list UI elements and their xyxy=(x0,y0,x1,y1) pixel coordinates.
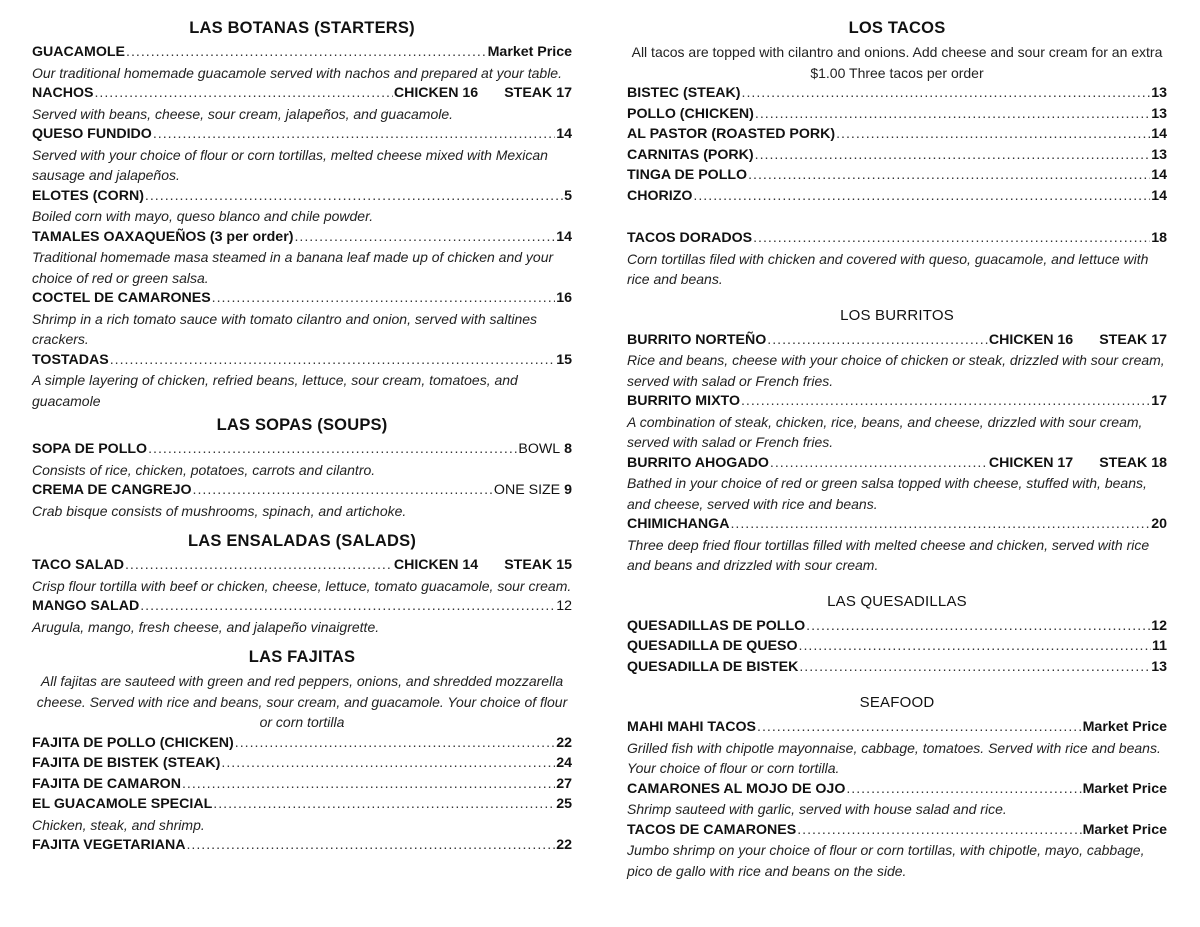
left-menu-column xyxy=(32,14,572,856)
dot-leader xyxy=(221,753,555,774)
section-title-burritos: LOS BURRITOS xyxy=(840,306,954,324)
item-name: FAJITA VEGETARIANA xyxy=(32,837,186,853)
dot-leader xyxy=(94,83,392,104)
menu-item-coctel-de-camarones xyxy=(32,288,572,309)
item-price: 12 xyxy=(1151,617,1167,634)
item-price-steak: STEAK 15 xyxy=(504,557,572,573)
item-price: Market Price xyxy=(1082,719,1167,735)
item-price: 8 xyxy=(564,441,572,457)
section-title-ensaladas: LAS ENSALADAS (SALADS) xyxy=(187,532,417,550)
item-name: CAMARONES AL MOJO DE OJO xyxy=(627,780,846,797)
dot-leader xyxy=(846,779,1081,800)
item-name: AL PASTOR (ROASTED PORK) xyxy=(627,126,836,142)
item-name: TACO SALAD xyxy=(32,557,124,573)
menu-item-mahi-mahi-tacos xyxy=(627,717,1167,738)
dot-leader xyxy=(753,228,1150,249)
item-description: Rice and beans, cheese with your choice of chicken or steak, drizzled with sour cream, served with salad or French fries. xyxy=(627,352,1165,389)
item-price: 25 xyxy=(556,796,572,812)
item-price: 16 xyxy=(556,290,572,306)
dot-leader xyxy=(235,733,555,754)
item-price-label: ONE SIZE xyxy=(493,482,561,498)
item-price: 15 xyxy=(556,351,572,368)
dot-leader xyxy=(741,391,1150,412)
item-name: CHIMICHANGA xyxy=(627,516,730,532)
menu-item-crema-de-cangrejo xyxy=(32,480,572,501)
dot-leader xyxy=(799,636,1151,657)
dot-leader xyxy=(148,439,517,460)
item-name: MAHI MAHI TACOS xyxy=(627,719,756,735)
dot-leader xyxy=(186,835,555,856)
item-description: Bathed in your choice of red or green salsa topped with cheese, stuffed with, beans, and cheese, served with rice and beans. xyxy=(627,475,1147,512)
item-description: Consists of rice, chicken, potatoes, carrots and cilantro. xyxy=(32,461,376,478)
dot-leader xyxy=(193,480,493,501)
item-price: 24 xyxy=(556,755,572,771)
item-description: Crab bisque consists of mushrooms, spinach, and artichoke. xyxy=(32,502,407,519)
section-note-fajitas: All fajitas are sauteed with green and red peppers, onions, and shredded mozzarella cheese. Served with rice and beans, sour cream, and guacamole. Your choice of flour or corn tortilla xyxy=(36,673,568,730)
item-price: Market Price xyxy=(487,44,572,60)
item-description: Corn tortillas filed with chicken and covered with queso, guacamole, and lettuce with rice and beans. xyxy=(627,250,1149,287)
item-name: BISTEC (STEAK) xyxy=(627,85,741,101)
dot-leader xyxy=(294,227,555,248)
dot-leader xyxy=(755,104,1150,125)
dot-leader xyxy=(126,42,487,63)
dot-leader xyxy=(213,794,555,815)
dot-leader xyxy=(110,350,555,371)
item-price-chicken: CHICKEN 16 xyxy=(988,331,1074,348)
menu-item-elotes xyxy=(32,186,572,207)
item-name: TOSTADAS xyxy=(32,351,109,368)
item-price-chicken: CHICKEN 17 xyxy=(988,454,1074,471)
item-description: Three deep fried flour tortillas filled with melted cheese and chicken, served with rice and beans and drizzled with sour cream. xyxy=(627,536,1150,573)
item-price: 17 xyxy=(1151,393,1167,409)
dot-leader xyxy=(212,288,556,309)
item-price: 14 xyxy=(1151,167,1167,183)
menu-item-pollo xyxy=(627,104,1167,125)
dot-leader xyxy=(742,83,1151,104)
menu-item-fajita-de-pollo xyxy=(32,733,572,754)
item-price: 22 xyxy=(556,837,572,853)
item-name: QUESADILLA DE BISTEK xyxy=(627,658,799,675)
item-description: Arugula, mango, fresh cheese, and jalapeño vinaigrette. xyxy=(32,618,380,635)
menu-item-sopa-de-pollo xyxy=(32,439,572,460)
item-name: EL GUACAMOLE SPECIAL xyxy=(32,796,213,812)
menu-item-tacos-dorados xyxy=(627,228,1167,249)
menu-item-el-guacamole-special xyxy=(32,794,572,815)
item-price: 13 xyxy=(1151,658,1167,675)
item-description: Shrimp sauteed with garlic, served with house salad and rice. xyxy=(627,801,1007,817)
menu-item-tostadas xyxy=(32,350,572,371)
item-price-label: BOWL xyxy=(518,441,561,457)
menu-item-tacos-de-camarones xyxy=(627,820,1167,841)
item-description: Chicken, steak, and shrimp. xyxy=(32,816,205,833)
right-menu-column xyxy=(627,14,1167,881)
menu-item-chorizo xyxy=(627,186,1167,207)
menu-item-al-pastor xyxy=(627,124,1167,145)
dot-leader xyxy=(757,717,1082,738)
item-name: TINGA DE POLLO xyxy=(627,167,748,183)
item-price-steak: STEAK 17 xyxy=(504,85,572,101)
menu-item-taco-salad xyxy=(32,555,572,576)
item-price-chicken: CHICKEN 16 xyxy=(393,85,479,101)
dot-leader xyxy=(145,186,563,207)
menu-item-quesadilla-de-queso xyxy=(627,636,1167,657)
item-name: QUESADILLA DE QUESO xyxy=(627,638,798,654)
item-name: CARNITAS (PORK) xyxy=(627,146,754,163)
item-price: 14 xyxy=(1151,187,1167,204)
item-description: A combination of steak, chicken, rice, beans, and cheese, drizzled with sour cream, served with salad or French fries. xyxy=(627,413,1143,450)
dot-leader xyxy=(182,774,555,795)
item-name: TACOS DE CAMARONES xyxy=(627,821,797,838)
dot-leader xyxy=(797,820,1081,841)
dot-leader xyxy=(755,145,1151,166)
item-name: QUESADILLAS DE POLLO xyxy=(627,617,806,634)
section-title-quesadillas: LAS QUESADILLAS xyxy=(827,592,967,610)
item-name: CREMA DE CANGREJO xyxy=(32,482,192,498)
section-title-sopas: LAS SOPAS (SOUPS) xyxy=(216,416,388,434)
item-name: SOPA DE POLLO xyxy=(32,441,148,457)
item-price: 14 xyxy=(1151,126,1167,142)
item-name: CHORIZO xyxy=(627,187,693,204)
menu-item-queso-fundido xyxy=(32,124,572,145)
menu-item-mango-salad xyxy=(32,596,572,617)
item-name: POLLO (CHICKEN) xyxy=(627,105,754,122)
item-name: FAJITA DE CAMARON xyxy=(32,775,181,792)
item-price: 5 xyxy=(564,187,572,204)
section-title-seafood: SEAFOOD xyxy=(859,694,935,711)
menu-item-fajita-de-bistek xyxy=(32,753,572,774)
section-title-botanas: LAS BOTANAS (STARTERS) xyxy=(189,19,415,37)
item-price: 12 xyxy=(556,598,572,614)
dot-leader xyxy=(806,616,1150,637)
menu-item-burrito-mixto xyxy=(627,391,1167,412)
dot-leader xyxy=(730,514,1150,535)
item-name: FAJITA DE BISTEK (STEAK) xyxy=(32,755,221,771)
menu-item-tamales xyxy=(32,227,572,248)
dot-leader xyxy=(153,124,555,145)
item-name: BURRITO NORTEÑO xyxy=(627,331,767,348)
item-name: QUESO FUNDIDO xyxy=(32,126,152,142)
item-description: A simple layering of chicken, refried beans, lettuce, sour cream, tomatoes, and guacamole xyxy=(32,372,518,409)
item-name: COCTEL DE CAMARONES xyxy=(32,290,211,306)
dot-leader xyxy=(140,596,555,617)
item-price: 22 xyxy=(556,734,572,751)
item-price: Market Price xyxy=(1082,780,1167,797)
item-price-chicken: CHICKEN 14 xyxy=(393,557,479,573)
item-price: 18 xyxy=(1151,230,1167,246)
section-title-tacos: LOS TACOS xyxy=(848,19,946,37)
menu-item-burrito-norteno xyxy=(627,330,1167,351)
dot-leader xyxy=(770,453,988,474)
menu-item-quesadillas-de-pollo xyxy=(627,616,1167,637)
item-price: 11 xyxy=(1152,638,1167,654)
item-description: Traditional homemade masa steamed in a banana leaf made up of chicken and your choice of red or green salsa. xyxy=(32,249,554,286)
item-description: Served with beans, cheese, sour cream, jalapeños, and guacamole. xyxy=(32,105,454,122)
menu-item-fajita-de-camaron xyxy=(32,774,572,795)
item-description: Boiled corn with mayo, queso blanco and chile powder. xyxy=(32,208,374,224)
menu-item-guacamole xyxy=(32,42,572,63)
dot-leader xyxy=(799,657,1150,678)
item-price: 13 xyxy=(1151,146,1167,163)
dot-leader xyxy=(125,555,393,576)
menu-item-carnitas xyxy=(627,145,1167,166)
menu-item-quesadilla-de-bistek xyxy=(627,657,1167,678)
item-price: 27 xyxy=(556,775,572,792)
item-description: Shrimp in a rich tomato sauce with tomato cilantro and onion, served with saltines crackers. xyxy=(32,310,538,347)
item-price: 14 xyxy=(556,126,572,142)
item-name: NACHOS xyxy=(32,85,94,101)
item-description: Jumbo shrimp on your choice of flour or corn tortillas, with chipotle, mayo, cabbage, pico de gallo with rice and beans on the side. xyxy=(627,842,1145,879)
section-title-fajitas: LAS FAJITAS xyxy=(248,648,356,666)
section-note-tacos: All tacos are topped with cilantro and onions. Add cheese and sour cream for an extra $1.00 Three tacos per order xyxy=(631,44,1163,81)
dot-leader xyxy=(836,124,1150,145)
dot-leader xyxy=(693,186,1150,207)
item-name: TACOS DORADOS xyxy=(627,230,753,246)
item-price: 9 xyxy=(564,482,572,498)
item-description: Crisp flour tortilla with beef or chicken, cheese, lettuce, tomato guacamole, sour cream. xyxy=(32,577,572,594)
item-price: 20 xyxy=(1151,516,1167,532)
dot-leader xyxy=(748,165,1150,186)
item-description: Grilled fish with chipotle mayonnaise, cabbage, tomatoes. Served with rice and beans. Your choice of flour or corn tortilla. xyxy=(627,739,1161,776)
menu-item-fajita-vegetariana xyxy=(32,835,572,856)
item-name: GUACAMOLE xyxy=(32,44,126,60)
item-description: Served with your choice of flour or corn tortillas, melted cheese mixed with Mexican sausage and jalapeños. xyxy=(32,146,548,183)
menu-item-tinga-de-pollo xyxy=(627,165,1167,186)
item-price: 13 xyxy=(1151,85,1167,101)
item-price-steak: STEAK 18 xyxy=(1099,454,1167,471)
item-name: BURRITO AHOGADO xyxy=(627,454,769,471)
item-price-steak: STEAK 17 xyxy=(1099,331,1167,348)
item-name: BURRITO MIXTO xyxy=(627,393,740,409)
menu-item-bistec xyxy=(627,83,1167,104)
item-name: MANGO SALAD xyxy=(32,598,140,614)
item-name: ELOTES (CORN) xyxy=(32,187,144,204)
menu-item-nachos xyxy=(32,83,572,104)
menu-item-camarones-al-mojo-de-ojo xyxy=(627,779,1167,800)
menu-item-chimichanga xyxy=(627,514,1167,535)
dot-leader xyxy=(767,330,988,351)
item-description: Our traditional homemade guacamole served with nachos and prepared at your table. xyxy=(32,64,562,81)
item-price: 13 xyxy=(1151,105,1167,122)
item-price: Market Price xyxy=(1082,821,1167,838)
item-price: 14 xyxy=(556,228,572,245)
menu-item-burrito-ahogado xyxy=(627,453,1167,474)
item-name: TAMALES OAXAQUEÑOS (3 per order) xyxy=(32,228,294,245)
item-name: FAJITA DE POLLO (CHICKEN) xyxy=(32,734,234,751)
